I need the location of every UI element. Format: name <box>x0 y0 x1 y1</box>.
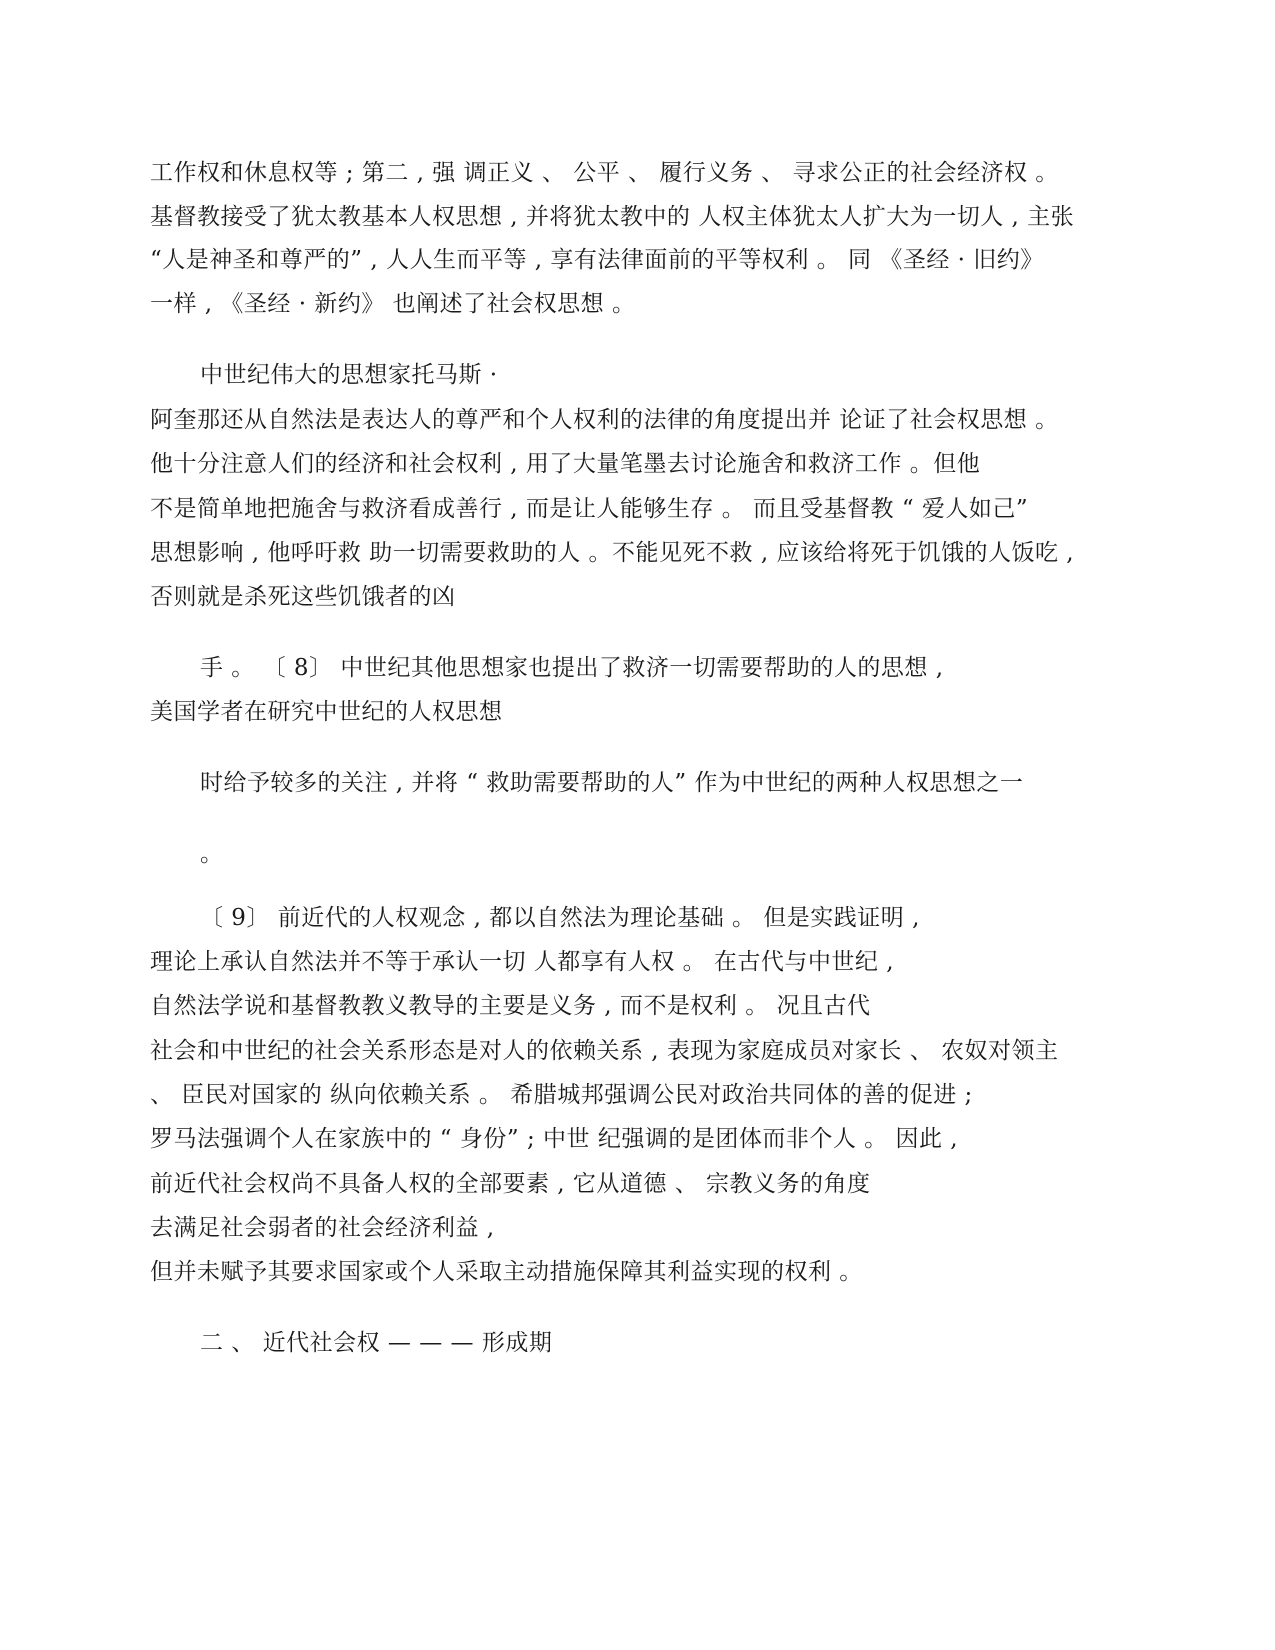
text-line: 不是简单地把施舍与救济看成善行 , 而是让人能够生存 。 而且受基督教 “ 爱人如己” <box>150 496 1029 522</box>
text-line: “人是神圣和尊严的” , 人人生而平等 , 享有法律面前的平等权利 。 同 《圣经 · 旧约》 <box>150 247 1044 273</box>
text-line: 思想影响 , 他呼吁救 助一切需要救助的人 。不能见死不救 , 应该给将死于饥饿的人饭吃 , <box>150 540 1075 566</box>
text-line: 手 。 〔 8〕 中世纪其他思想家也提出了救济一切需要帮助的人的思想 , <box>200 655 944 681</box>
text-line: 时给予较多的关注 , 并将 “ 救助需要帮助的人” 作为中世纪的两种人权思想之一 <box>200 770 1024 796</box>
text-line: 前近代社会权尚不具备人权的全部要素 , 它从道德 、 宗教义务的角度 <box>150 1171 871 1197</box>
text-line: 基督教接受了犹太教基本人权思想 , 并将犹太教中的 人权主体犹太人扩大为一切人 , 主张 <box>150 204 1075 230</box>
text-line: 一样 , 《圣经 · 新约》 也阐述了社会权思想 。 <box>150 291 636 317</box>
text-line: 罗马法强调个人在家族中的 “ 身份” ; 中世 纪强调的是团体而非个人 。 因此 , <box>150 1126 959 1152</box>
text-line: 中世纪伟大的思想家托马斯 · <box>200 362 498 388</box>
text-line: 、 臣民对国家的 纵向依赖关系 。 希腊城邦强调公民对政治共同体的善的促进 ; <box>150 1082 973 1108</box>
text-line: 〔 9〕 前近代的人权观念 , 都以自然法为理论基础 。 但是实践证明 , <box>200 905 920 931</box>
text-line: 去满足社会弱者的社会经济利益 , <box>150 1215 495 1241</box>
text-line: 但并未赋予其要求国家或个人采取主动措施保障其利益实现的权利 。 <box>150 1259 863 1285</box>
text-line: 他十分注意人们的经济和社会权利 , 用了大量笔墨去讨论施舍和救济工作 。但他 <box>150 451 981 477</box>
section-heading: 二 、 近代社会权 — — — 形成期 <box>200 1330 553 1356</box>
text-line: 理论上承认自然法并不等于承认一切 人都享有人权 。 在古代与中世纪 , <box>150 949 895 975</box>
text-line: 工作权和休息权等 ; 第二 , 强 调正义 、 公平 、 履行义务 、 寻求公正的社会经济权 。 <box>150 160 1059 186</box>
text-line: 社会和中世纪的社会关系形态是对人的依赖关系 , 表现为家庭成员对家长 、 农奴对领主 <box>150 1038 1059 1064</box>
text-line: 。 <box>200 841 224 867</box>
text-line: 阿奎那还从自然法是表达人的尊严和个人权利的法律的角度提出并 论证了社会权思想 。 <box>150 407 1059 433</box>
text-line: 否则就是杀死这些饥饿者的凶 <box>150 584 456 610</box>
text-line: 自然法学说和基督教教义教导的主要是义务 , 而不是权利 。 况且古代 <box>150 993 871 1019</box>
text-line: 美国学者在研究中世纪的人权思想 <box>150 699 503 725</box>
